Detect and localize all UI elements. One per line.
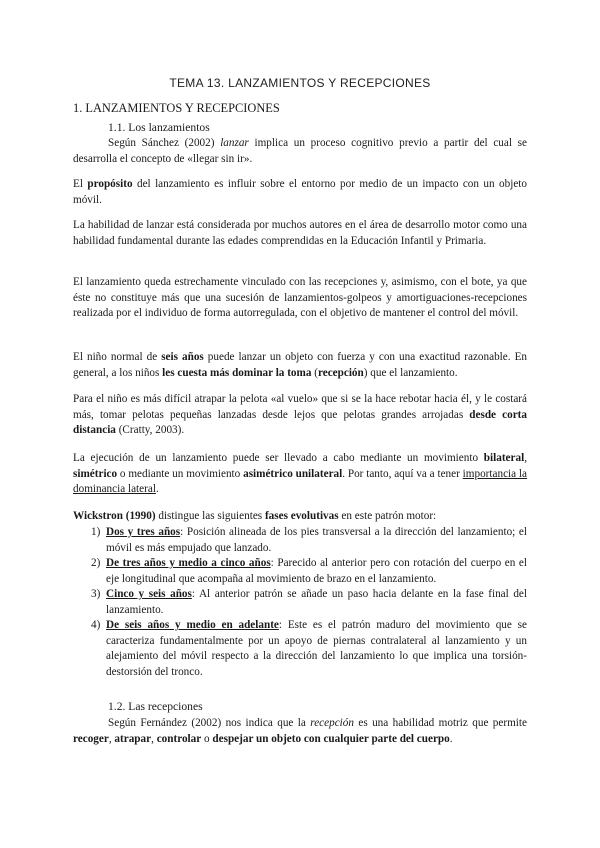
phases-list bbox=[73, 525, 527, 680]
section-heading: 1. LANZAMIENTOS Y RECEPCIONES bbox=[73, 101, 280, 115]
paragraph-bote: El lanzamiento queda estrechamente vinculado con las recepciones y, asimismo, con el bote, ya que éste no constituye más que una sucesión de lanzamientos-golpeos y amortiguaciones-recepciones realizada por el individuo de forma autorregulada, con el objetivo de mantener el control del móvil. bbox=[73, 276, 527, 319]
list-item: 2) De tres años y medio a cinco años: Parecido al anterior pero con rotación del cuerpo en el eje longitudinal que acompaña al movimiento de brazo en el lanzamiento. bbox=[91, 557, 527, 585]
paragraph-habilidad: La habilidad de lanzar está considerada por muchos autores en el área de desarrollo motor como una habilidad fundamental durante las edades comprendidas en la Educación Infantil y Primaria. bbox=[73, 219, 527, 247]
paragraph-atrapar: Para el niño es más difícil atrapar la pelota «al vuelo» que si se la hace rebotar hacia él, y le costará más, tomar pelotas pequeñas lanzadas desde lejos que pelotas grandes arrojadas desde corta distancia (Cratty, 2003). bbox=[73, 393, 527, 436]
paragraph-proposito: El propósito del lanzamiento es influir sobre el entorno por medio de un impacto con un objeto móvil. bbox=[73, 178, 527, 206]
subsection-heading-recepciones: 1.2. Las recepciones bbox=[108, 700, 203, 713]
paragraph-wickstron: Wickstron (1990) distingue las siguientes fases evolutivas en este patrón motor: bbox=[73, 510, 437, 522]
paragraph-recepcion: Según Fernández (2002) nos indica que la recepción es una habilidad motriz que permite recoger, atrapar, controlar o despejar un objeto con cualquier parte del cuerpo. bbox=[73, 717, 527, 745]
paragraph-seis-anos: El niño normal de seis años puede lanzar un objeto con fuerza y con una exactitud razonable. En general, a los niños les cuesta más dominar la toma (recepción) que el lanzamiento. bbox=[73, 351, 527, 379]
list-item: 3) Cinco y seis años: Al anterior patrón se añade un paso hacia delante en la fase final del lanzamiento. bbox=[91, 588, 528, 616]
paragraph-ejecucion: La ejecución de un lanzamiento puede ser llevado a cabo mediante un movimiento bilateral, simétrico o mediante un movimiento asimétrico unilateral. Por tanto, aquí va a tener importancia la dominancia lateral. bbox=[73, 452, 528, 495]
paragraph-definition-lanzar: Según Sánchez (2002) lanzar implica un proceso cognitivo previo a partir del cual se desarrolla el concepto de «llegar sin ir». bbox=[73, 137, 527, 165]
document-title: TEMA 13. LANZAMIENTOS Y RECEPCIONES bbox=[169, 76, 431, 90]
list-item: 4) De seis años y medio en adelante: Este es el patrón maduro del movimiento que se caracteriza fundamentalmente por un apoyo de piernas contralateral al lanzamiento y un alejamiento del móvil respecto a la dirección del lanzamiento lo que implica una torsión-destorsión del tronco. bbox=[91, 619, 527, 678]
list-item: 1) Dos y tres años: Posición alineada de los pies transversal a la dirección del lanzamiento; el móvil es más empujado que lanzado. bbox=[91, 526, 527, 554]
subsection-heading-lanzamientos: 1.1. Los lanzamientos bbox=[108, 121, 210, 134]
